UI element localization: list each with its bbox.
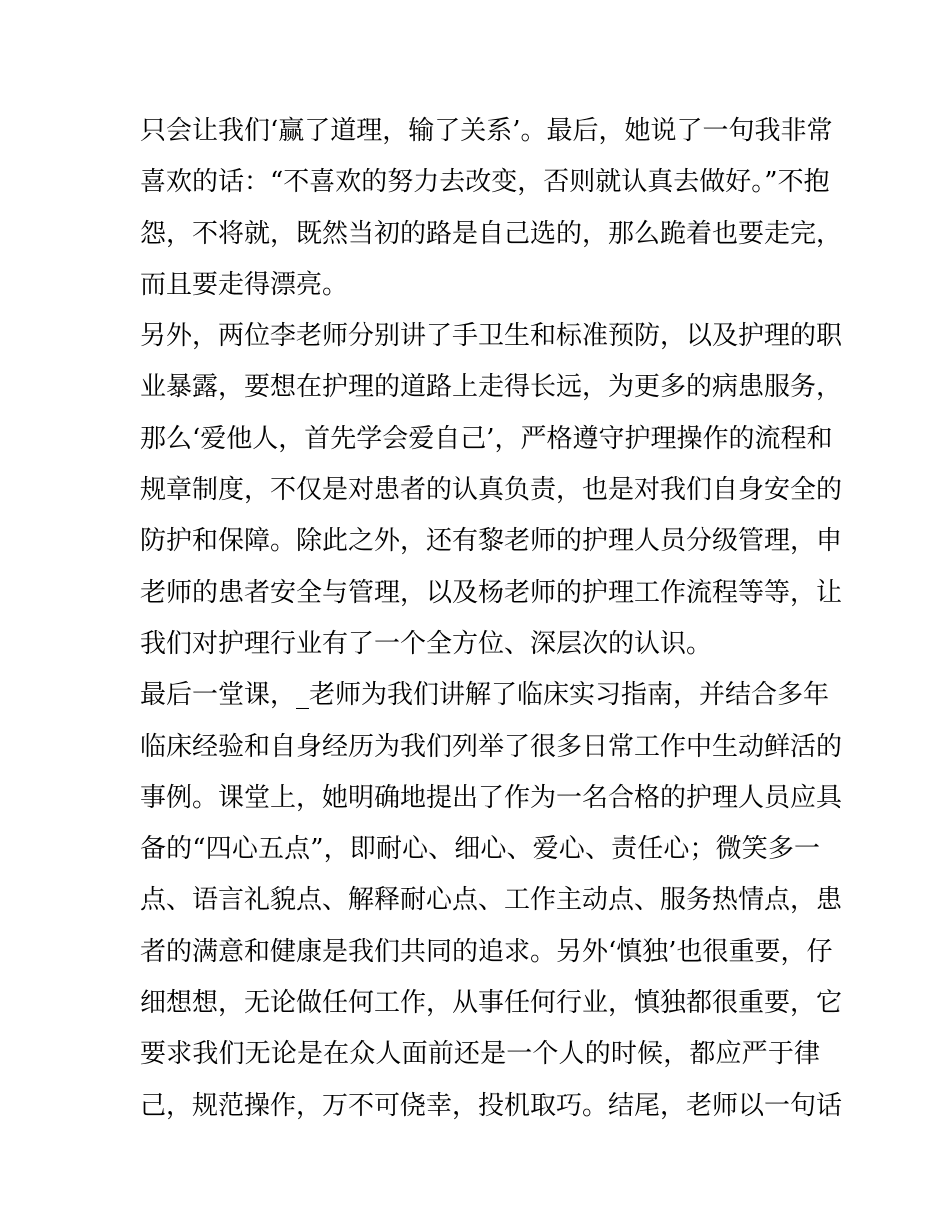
text-line: 最后一堂课，_老师为我们讲解了临床实习指南，并结合多年	[140, 680, 830, 711]
text-line: 细想想，无论做任何工作，从事任何行业，慎独都很重要，它	[140, 988, 843, 1019]
text-line: 点、语言礼貌点、解释耐心点、工作主动点、服务热情点，患	[140, 885, 843, 916]
body-text	[140, 108, 843, 1134]
text-line: 要求我们无论是在众人面前还是一个人的时候，都应严于律	[140, 1039, 820, 1070]
text-line: 老师的患者安全与管理，以及杨老师的护理工作流程等等，让	[140, 577, 843, 608]
text-line: 我们对护理行业有了一个全方位、深层次的认识。	[140, 628, 713, 659]
text-line: 规章制度，不仅是对患者的认真负责，也是对我们自身安全的	[140, 475, 843, 506]
text-line: 临床经验和自身经历为我们列举了很多日常工作中生动鲜活的	[140, 731, 843, 762]
text-line: 喜欢的话：“不喜欢的努力去改变，否则就认真去做好。”不抱	[140, 167, 830, 198]
text-line: 怨，不将就，既然当初的路是自己选的，那么跪着也要走完，	[140, 218, 843, 249]
text-line: 那么‘爱他人，首先学会爱自己’，严格遵守护理操作的流程和	[140, 423, 833, 454]
text-line: 备的“四心五点”，即耐心、细心、爱心、责任心；微笑多一	[140, 834, 820, 865]
text-line: 业暴露，要想在护理的道路上走得长远，为更多的病患服务，	[140, 372, 843, 403]
text-line: 者的满意和健康是我们共同的追求。另外‘慎独’也很重要，仔	[140, 936, 833, 967]
text-line: 另外，两位李老师分别讲了手卫生和标准预防，以及护理的职	[140, 321, 843, 352]
text-line: 事例。课堂上，她明确地提出了作为一名合格的护理人员应具	[140, 782, 843, 813]
text-line: 防护和保障。除此之外，还有黎老师的护理人员分级管理，申	[140, 526, 843, 557]
text-line: 而且要走得漂亮。	[140, 269, 349, 300]
text-line: 己，规范操作，万不可侥幸，投机取巧。结尾，老师以一句话	[140, 1090, 843, 1121]
text-line: 只会让我们‘赢了道理，输了关系’。最后，她说了一句我非常	[140, 116, 833, 146]
